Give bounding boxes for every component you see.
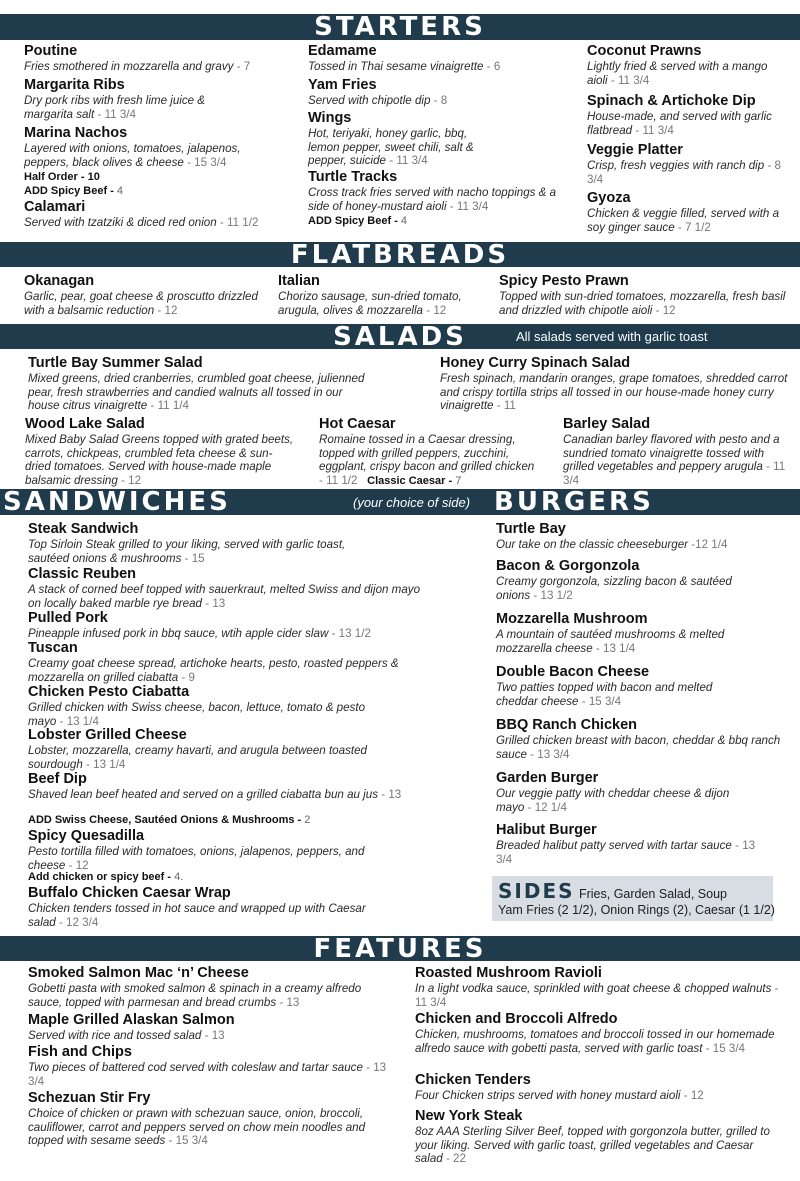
item-price: 12 1/4 <box>534 800 567 814</box>
starters-title: STARTERS <box>314 12 486 42</box>
item-desc: Choice of chicken or prawn with schezuan sauce, onion, broccoli, cauliflower, carrot and peppers served on chow mein noodles and topped with sesame seeds <box>28 1107 366 1148</box>
item-desc: Our take on the classic cheeseburger <box>496 538 689 551</box>
item-name: Spicy Quesadilla <box>28 828 145 844</box>
item-price: 11 1/4 <box>157 399 189 413</box>
item-desc: Chicken, mushrooms, tomatoes and broccoli tossed in our homemade alfredo sauce with gobetti pasta, served with garlic toast <box>415 1028 775 1055</box>
item-name: Wings <box>308 110 352 126</box>
item-name: Chicken and Broccoli Alfredo <box>415 1011 618 1027</box>
item-price: 11 3/4 <box>456 199 489 213</box>
item-price: 13 3/4 <box>28 1061 387 1088</box>
menu-item: Halibut Burger Breaded halibut patty served with tartar sauce - 13 3/4 <box>496 822 761 866</box>
menu-item: Smoked Salmon Mac ‘n’ Cheese Gobetti pasta with smoked salmon & spinach in a creamy alfredo sauce, topped with parmesan and bread crumbs - 13 <box>28 965 388 1009</box>
flatbreads-banner <box>0 240 800 270</box>
menu-item: Chicken and Broccoli Alfredo Chicken, mushrooms, tomatoes and broccoli tossed in our homemade alfredo sauce with gobetti pasta, served with garlic toast - 15 3/4 <box>415 1011 790 1055</box>
menu-item: Margarita Ribs Dry pork ribs with fresh lime juice & margarita salt - 11 3/4 <box>24 77 254 121</box>
item-price: 13 1/2 <box>540 588 573 602</box>
item-price: 11 3/4 <box>415 995 447 1009</box>
item-desc: Dry pork ribs with fresh lime juice & margarita salt <box>24 94 206 121</box>
item-price: 12 3/4 <box>66 915 99 929</box>
item-price: 11 3/4 <box>563 460 786 487</box>
item-price: 11 1/2 <box>326 473 358 487</box>
item-name: Roasted Mushroom Ravioli <box>415 965 602 981</box>
features-banner <box>0 934 800 964</box>
item-desc: Our veggie patty with cheddar cheese & dijon mayo <box>496 787 730 814</box>
menu-item: Schezuan Stir Fry Choice of chicken or prawn with schezuan sauce, onion, broccoli, cauliflower, carrot and peppers served on chow mein noodles and topped with sesame seeds - 15 3/4 <box>28 1090 373 1148</box>
menu-item: Spicy Quesadilla Pesto tortilla filled with tomatoes, onions, jalapenos, peppers, and cheese - 12 <box>28 828 373 872</box>
menu-item: Calamari Served with tzatziki & diced red onion - 11 1/2 <box>24 199 299 230</box>
item-desc: House-made, and served with garlic flatbread <box>587 110 772 137</box>
item-name: Chicken Tenders <box>415 1072 531 1088</box>
item-desc: Fries smothered in mozzarella and gravy <box>24 60 234 73</box>
item-name: Marina Nachos <box>24 125 128 141</box>
item-name: Edamame <box>308 43 377 59</box>
menu-item: Chicken Pesto Ciabatta Grilled chicken with Swiss cheese, bacon, lettuce, tomato & pesto mayo - 13 1/4 <box>28 684 393 728</box>
item-name: Calamari <box>24 199 86 215</box>
item-name: Spicy Pesto Prawn <box>499 273 629 289</box>
item-name: Fish and Chips <box>28 1044 132 1060</box>
item-desc: Two pieces of battered cod served with coleslaw and tartar sauce <box>28 1061 363 1074</box>
menu-item: Gyoza Chicken & veggie filled, served with a soy ginger sauce - 7 1/2 <box>587 190 787 234</box>
addon-label: ADD Spicy Beef - <box>308 215 398 227</box>
item-name: Double Bacon Cheese <box>496 664 650 680</box>
item-name: Poutine <box>24 43 78 59</box>
item-desc: Crisp, fresh veggies with ranch dip <box>587 159 765 172</box>
addon <box>28 870 183 884</box>
features-title: FEATURES <box>313 934 487 964</box>
menu-item: Lobster Grilled Cheese Lobster, mozzarella, creamy havarti, and arugula between toasted sourdough - 13 1/4 <box>28 727 383 771</box>
addon-label: ADD Swiss Cheese, Sautéed Onions & Mushrooms - <box>28 814 302 826</box>
flatbreads-title: FLATBREADS <box>290 240 510 270</box>
item-name: Lobster Grilled Cheese <box>28 727 187 743</box>
item-name: Spinach & Artichoke Dip <box>587 93 756 109</box>
menu-item: Barley Salad Canadian barley flavored with pesto and a sundried tomato vinaigrette tossed with grilled vegetables and peppery arugula - 11 3/4 <box>563 416 793 487</box>
item-price: 12 <box>164 303 178 317</box>
item-price: 13 3/4 <box>537 747 570 761</box>
menu-item: Garden Burger Our veggie patty with cheddar cheese & dijon mayo - 12 1/4 <box>496 770 756 814</box>
item-price: 22 <box>453 1152 466 1166</box>
menu-item: Hot Caesar Romaine tossed in a Caesar dressing, topped with grilled peppers, zucchini, eggplant, crispy bacon and grilled chicken - 11 1/2 Classic Caesar - 7 <box>319 416 541 488</box>
sandwiches-burgers-banner <box>0 489 800 515</box>
item-price: 6 <box>493 60 501 73</box>
menu-item: Veggie Platter Crisp, fresh veggies with ranch dip - 8 3/4 <box>587 142 787 186</box>
menu-item: Chicken Tenders Four Chicken strips served with honey mustard aioli - 12 <box>415 1072 790 1103</box>
menu-item: Spinach & Artichoke Dip House-made, and served with garlic flatbread - 11 3/4 <box>587 93 787 137</box>
item-name: Barley Salad <box>563 416 651 432</box>
item-desc: Romaine tossed in a Caesar dressing, topped with grilled peppers, zucchini, eggplant, crispy bacon and grilled chicken <box>319 433 535 474</box>
menu-item: Marina Nachos Layered with onions, tomatoes, jalapenos, peppers, black olives & cheese - 15 3/4 <box>24 125 279 169</box>
menu-item: Fish and Chips Two pieces of battered cod served with coleslaw and tartar sauce - 13 3/4 <box>28 1044 387 1088</box>
item-desc: Lobster, mozzarella, creamy havarti, and arugula between toasted sourdough <box>28 744 367 771</box>
item-price: 12 <box>662 303 676 317</box>
item-name: Maple Grilled Alaskan Salmon <box>28 1012 235 1028</box>
menu-item: Edamame Tossed in Thai sesame vinaigrette - 6 <box>308 43 558 74</box>
addon <box>24 184 123 198</box>
item-name: Margarita Ribs <box>24 77 125 93</box>
item-desc: Served with rice and tossed salad <box>28 1029 202 1042</box>
item-price: 11 3/4 <box>104 107 136 121</box>
item-desc: Grilled chicken breast with bacon, cheddar & bbq ranch sauce <box>496 734 781 761</box>
item-price: 13 <box>286 995 300 1009</box>
item-desc: Topped with sun-dried tomatoes, mozzarella, fresh basil and drizzled with chipotle aioli <box>499 290 786 317</box>
item-name: Turtle Tracks <box>308 169 398 185</box>
item-desc: Creamy gorgonzola, sizzling bacon & sautéed onions <box>496 575 732 602</box>
item-price: 13 <box>388 788 402 801</box>
item-name: Halibut Burger <box>496 822 597 838</box>
item-price: 12 1/4 <box>695 538 728 551</box>
item-name: Honey Curry Spinach Salad <box>440 355 631 371</box>
item-desc: Gobetti pasta with smoked salmon & spinach in a creamy alfredo sauce, topped with parmesan and bread crumbs <box>28 982 362 1009</box>
item-price: 13 <box>212 596 226 610</box>
menu-item: Turtle Bay Summer Salad Mixed greens, dried cranberries, crumbled goat cheese, julienned pear, fresh strawberries and candied walnuts all tossed in our house citrus vinaigrette - 11 1/4 <box>28 355 373 413</box>
item-price: 11 <box>503 399 516 413</box>
item-price: 7 1/2 <box>684 220 711 234</box>
item-name: Gyoza <box>587 190 631 206</box>
item-desc: Layered with onions, tomatoes, jalapenos, peppers, black olives & cheese <box>24 142 241 169</box>
menu-item: Italian Chorizo sausage, sun-dried tomato, arugula, olives & mozzarella - 12 <box>278 273 488 317</box>
sandwiches-title: SANDWICHES <box>3 487 231 517</box>
menu-item: Beef Dip Shaved lean beef heated and served on a grilled ciabatta bun au jus - 13 <box>28 771 413 802</box>
item-desc: Cross track fries served with nacho toppings & a side of honey-mustard aioli <box>308 186 557 213</box>
addon-price: 4 <box>116 185 124 197</box>
item-desc: Canadian barley flavored with pesto and a sundried tomato vinaigrette tossed with grilled vegetables and peppery arugula <box>563 433 780 474</box>
item-name: Hot Caesar <box>319 416 396 432</box>
item-desc: Two patties topped with bacon and melted cheddar cheese <box>496 681 713 708</box>
item-name: Steak Sandwich <box>28 521 139 537</box>
addon-price: 4. <box>174 871 184 883</box>
item-price: 13 3/4 <box>496 839 756 866</box>
item-name: Turtle Bay <box>496 521 566 537</box>
item-name: Garden Burger <box>496 770 599 786</box>
item-price: 15 3/4 <box>588 694 622 708</box>
item-price: 12 <box>75 858 89 872</box>
item-desc: Chicken & veggie filled, served with a soy ginger sauce <box>587 207 780 234</box>
menu-item: Turtle Tracks Cross track fries served with nacho toppings & a side of honey-mustard aioli - 11 3/4 <box>308 169 568 213</box>
menu-item: Bacon & Gorgonzola Creamy gorgonzola, sizzling bacon & sautéed onions - 13 1/2 <box>496 558 741 602</box>
item-desc: Lightly fried & served with a mango aioli <box>587 60 768 87</box>
item-price: 15 <box>191 551 205 565</box>
menu-item: Maple Grilled Alaskan Salmon Served with rice and tossed salad - 13 <box>28 1012 388 1043</box>
item-price: 13 1/4 <box>66 714 99 728</box>
item-name: Classic Reuben <box>28 566 136 582</box>
addon <box>308 214 407 228</box>
sides-box <box>492 876 773 921</box>
item-desc: Served with tzatziki & diced red onion <box>24 216 217 229</box>
item-desc: Garlic, pear, goat cheese & proscutto drizzled with a balsamic reduction <box>24 290 258 317</box>
menu-item: Buffalo Chicken Caesar Wrap Chicken tenders tossed in hot sauce and wrapped up with Caesar salad - 12 3/4 <box>28 885 388 929</box>
item-name: New York Steak <box>415 1108 523 1124</box>
classic-caesar-label: Classic Caesar - <box>367 474 453 487</box>
item-desc: A stack of corned beef topped with sauerkraut, melted Swiss and dijon mayo on locally baked marble rye bread <box>28 583 421 610</box>
item-desc: In a light vodka sauce, sprinkled with goat cheese & chopped walnuts <box>415 982 772 995</box>
sides-line1: Fries, Garden Salad, Soup <box>578 887 727 901</box>
addon-price: 2 <box>304 814 311 826</box>
menu-item: Mozzarella Mushroom A mountain of sautéed mushrooms & melted mozzarella cheese - 13 1/4 <box>496 611 741 655</box>
item-name: Chicken Pesto Ciabatta <box>28 684 190 700</box>
item-name: Beef Dip <box>28 771 87 787</box>
item-desc: Mixed greens, dried cranberries, crumbled goat cheese, julienned pear, fresh strawberries and candied walnuts all tossed in our house citrus vinaigrette <box>28 372 365 413</box>
item-desc: Creamy goat cheese spread, artichoke hearts, pesto, roasted peppers & mozzarella on grilled ciabatta <box>28 657 399 684</box>
item-price: 8 3/4 <box>587 159 781 186</box>
item-price: 9 <box>188 670 195 684</box>
item-name: Tuscan <box>28 640 78 656</box>
item-price: 7 <box>243 60 251 73</box>
menu-item: Turtle Bay Our take on the classic cheeseburger -12 1/4 <box>496 521 796 552</box>
item-desc: Pineapple infused pork in bbq sauce, wtih apple cider slaw <box>28 627 329 640</box>
item-desc: Grilled chicken with Swiss cheese, bacon, lettuce, tomato & pesto mayo <box>28 701 366 728</box>
item-price: 11 3/4 <box>396 154 428 168</box>
item-desc: Chorizo sausage, sun-dried tomato, arugula, olives & mozzarella <box>278 290 462 317</box>
addon-label: Add chicken or spicy beef - <box>28 871 172 883</box>
item-name: Buffalo Chicken Caesar Wrap <box>28 885 231 901</box>
menu-item: Okanagan Garlic, pear, goat cheese & proscutto drizzled with a balsamic reduction - 12 <box>24 273 264 317</box>
sandwiches-note: (your choice of side) <box>353 495 471 510</box>
sides-line2: Yam Fries (2 1/2), Onion Rings (2), Caesar (1 1/2) <box>498 903 775 917</box>
item-desc: Shaved lean beef heated and served on a grilled ciabatta bun au jus <box>28 788 379 801</box>
item-name: Wood Lake Salad <box>25 416 145 432</box>
item-name: Veggie Platter <box>587 142 683 158</box>
item-price: 13 <box>211 1029 225 1042</box>
item-price: 15 3/4 <box>175 1134 208 1148</box>
item-price: 13 1/4 <box>603 641 636 655</box>
item-price: 8 <box>440 94 448 107</box>
menu-item: Steak Sandwich Top Sirloin Steak grilled to your liking, served with garlic toast, sautéed onions & mushrooms - 15 <box>28 521 378 565</box>
menu-item: Roasted Mushroom Ravioli In a light vodka sauce, sprinkled with goat cheese & chopped walnuts - 11 3/4 <box>415 965 785 1009</box>
salads-title: SALADS <box>333 322 467 352</box>
sides-title: SIDES <box>498 879 575 903</box>
menu-item: Double Bacon Cheese Two patties topped with bacon and melted cheddar cheese - 15 3/4 <box>496 664 741 708</box>
menu-item: Yam Fries Served with chipotle dip - 8 <box>308 77 558 108</box>
classic-caesar-price: 7 <box>455 474 462 487</box>
menu-item: New York Steak 8oz AAA Sterling Silver Beef, topped with gorgonzola butter, grilled to your liking. Served with garlic toast, grilled vegetables and Caesar salad - 22 <box>415 1108 780 1166</box>
item-price: 15 3/4 <box>712 1041 745 1055</box>
item-name: Yam Fries <box>308 77 377 93</box>
item-name: Smoked Salmon Mac ‘n’ Cheese <box>28 965 249 981</box>
item-desc: Hot, teriyaki, honey garlic, bbq, lemon pepper, sweet chili, salt & pepper, suicide <box>308 127 474 168</box>
starters-banner <box>0 14 800 40</box>
item-desc: Fresh spinach, mandarin oranges, grape tomatoes, shredded carrot and crispy tortilla strips all tossed in our house-made honey curry vinaigrette <box>440 372 788 413</box>
item-name: Schezuan Stir Fry <box>28 1090 151 1106</box>
item-price: 12 <box>433 303 447 317</box>
addon <box>24 170 100 184</box>
item-desc: 8oz AAA Sterling Silver Beef, topped with gorgonzola butter, grilled to your liking. Served with garlic toast, grilled vegetables and Caesar salad <box>415 1125 770 1166</box>
menu-item: Tuscan Creamy goat cheese spread, artichoke hearts, pesto, roasted peppers & mozzarella on grilled ciabatta - 9 <box>28 640 403 684</box>
item-desc: Four Chicken strips served with honey mustard aioli <box>415 1089 681 1102</box>
item-desc: Top Sirloin Steak grilled to your liking, served with garlic toast, sautéed onions & mushrooms <box>28 538 346 565</box>
item-price: 11 1/2 <box>227 216 259 229</box>
item-desc: Tossed in Thai sesame vinaigrette <box>308 60 484 73</box>
menu-item: Pulled Pork Pineapple infused pork in bbq sauce, wtih apple cider slaw - 13 1/2 <box>28 610 438 641</box>
menu-item: Spicy Pesto Prawn Topped with sun-dried tomatoes, mozzarella, fresh basil and drizzled with chipotle aioli - 12 <box>499 273 789 317</box>
item-price: 15 3/4 <box>194 155 227 169</box>
addon-label: Half Order - <box>24 171 85 183</box>
salads-note: All salads served with garlic toast <box>516 329 708 344</box>
item-price: 12 <box>690 1089 704 1102</box>
menu-item: BBQ Ranch Chicken Grilled chicken breast with bacon, cheddar & bbq ranch sauce - 13 3/4 <box>496 717 781 761</box>
addon <box>28 813 310 827</box>
item-name: Okanagan <box>24 273 95 289</box>
item-name: Turtle Bay Summer Salad <box>28 355 203 371</box>
item-price: 13 1/2 <box>338 627 371 640</box>
addon-price: 10 <box>87 171 100 183</box>
item-desc: Served with chipotle dip <box>308 94 431 107</box>
menu-item: Wood Lake Salad Mixed Baby Salad Greens topped with grated beets, carrots, chickpeas, crumbled feta cheese & sun-dried tomatoes. Served with house-made maple balsamic dressing - 12 <box>25 416 297 487</box>
item-name: Coconut Prawns <box>587 43 702 59</box>
item-name: Bacon & Gorgonzola <box>496 558 640 574</box>
item-price: 12 <box>128 473 142 487</box>
item-name: Pulled Pork <box>28 610 108 626</box>
menu-item: Classic Reuben A stack of corned beef topped with sauerkraut, melted Swiss and dijon mayo on locally baked marble rye bread - 13 <box>28 566 423 610</box>
burgers-title: BURGERS <box>494 487 654 517</box>
item-desc: Mixed Baby Salad Greens topped with grated beets, carrots, chickpeas, crumbled feta cheese & sun-dried tomatoes. Served with house-made maple balsamic dressing <box>25 433 294 487</box>
menu-item: Wings Hot, teriyaki, honey garlic, bbq, lemon pepper, sweet chili, salt & pepper, suicide - 11 3/4 <box>308 110 493 168</box>
item-name: Italian <box>278 273 320 289</box>
item-desc: Chicken tenders tossed in hot sauce and wrapped up with Caesar salad <box>28 902 366 929</box>
item-desc: Pesto tortilla filled with tomatoes, onions, jalapenos, peppers, and cheese <box>28 845 365 872</box>
item-name: Mozzarella Mushroom <box>496 611 648 627</box>
item-price: 11 3/4 <box>617 73 650 87</box>
item-name: BBQ Ranch Chicken <box>496 717 637 733</box>
item-desc: Breaded halibut patty served with tartar sauce <box>496 839 732 852</box>
menu-item: Poutine Fries smothered in mozzarella and gravy - 7 <box>24 43 289 74</box>
addon-price: 4 <box>400 215 408 227</box>
menu-item: Honey Curry Spinach Salad Fresh spinach, mandarin oranges, grape tomatoes, shredded carrot and crispy tortilla strips all tossed in our house-made honey curry vinaigrette - 11 <box>440 355 795 413</box>
addon-label: ADD Spicy Beef - <box>24 185 114 197</box>
item-price: 11 3/4 <box>642 123 674 137</box>
item-price: 13 1/4 <box>93 757 126 771</box>
salads-banner <box>0 322 800 352</box>
menu-item: Coconut Prawns Lightly fried & served with a mango aioli - 11 3/4 <box>587 43 787 87</box>
item-desc: A mountain of sautéed mushrooms & melted mozzarella cheese <box>496 628 725 655</box>
